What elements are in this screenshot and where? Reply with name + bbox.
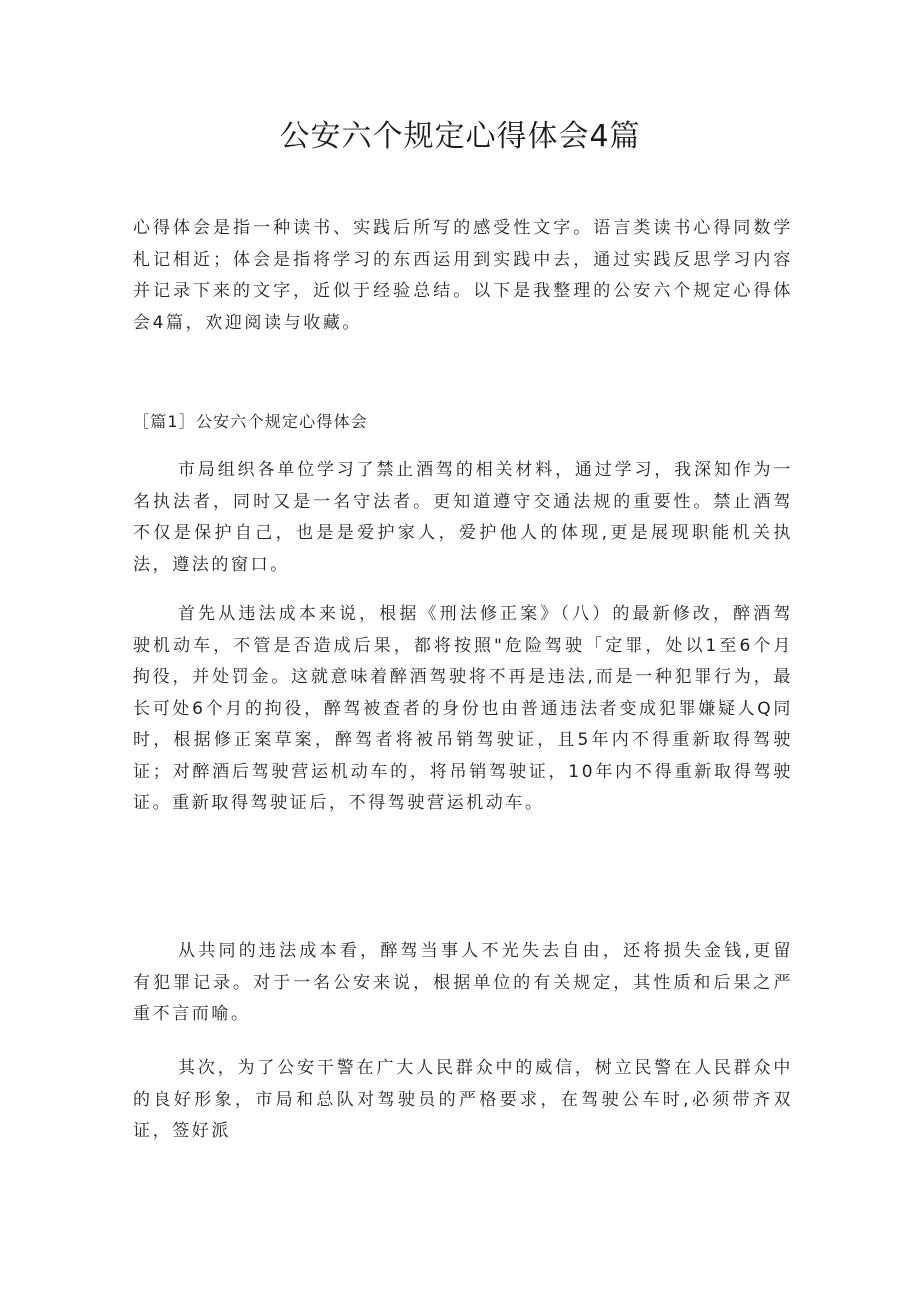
- body-paragraph-3: 从共同的违法成本看，醉驾当事人不光失去自由，还将损失金钱,更留有犯罪记录。对于一名公安来说，根据单位的有关规定，其性质和后果之严重不言而喻。: [133, 941, 793, 1024]
- section-heading: ［篇1］公安六个规定心得体会: [133, 412, 368, 431]
- body-paragraph-1: 市局组织各单位学习了禁止酒驾的相关材料，通过学习，我深知作为一名执法者，同时又是一名守法者。更知道遵守交通法规的重要性。禁止酒驾不仅是保护自己，也是是爱护家人，爱护他人的体现,更是展现职能机关执法，遵法的窗口。: [133, 460, 793, 575]
- body-paragraph-2: 首先从违法成本来说，根据《刑法修正案》（八）的最新修改，醉酒驾驶机动车，不管是否造成后果，都将按照"危险驾驶「定罪，处以1至6个月拘役，并处罚金。这就意味着醉酒驾驶将不再是违法,而是一种犯罪行为，最长可处6个月的拘役，醉驾被查者的身份也由普通违法者变成犯罪嫌疑人Q同时，根据修正案草案，醉驾者将被吊销驾驶证，且5年内不得重新取得驾驶证；对醉酒后驾驶营运机动车的，将吊销驾驶证，10年内不得重新取得驾驶证。重新取得驾驶证后，不得驾驶营运机动车。: [133, 604, 793, 813]
- intro-paragraph: 心得体会是指一种读书、实践后所写的感受性文字。语言类读书心得同数学札记相近；体会是指将学习的东西运用到实践中去，通过实践反思学习内容并记录下来的文字，近似于经验总结。以下是我整理的公安六个规定心得体会4篇，欢迎阅读与收藏。: [133, 218, 793, 333]
- document-title: 公安六个规定心得体会4篇: [279, 119, 641, 154]
- body-paragraph-4: 其次，为了公安干警在广大人民群众中的威信，树立民警在人民群众中的良好形象，市局和总队对驾驶员的严格要求，在驾驶公车时,必须带齐双证，签好派: [133, 1058, 793, 1141]
